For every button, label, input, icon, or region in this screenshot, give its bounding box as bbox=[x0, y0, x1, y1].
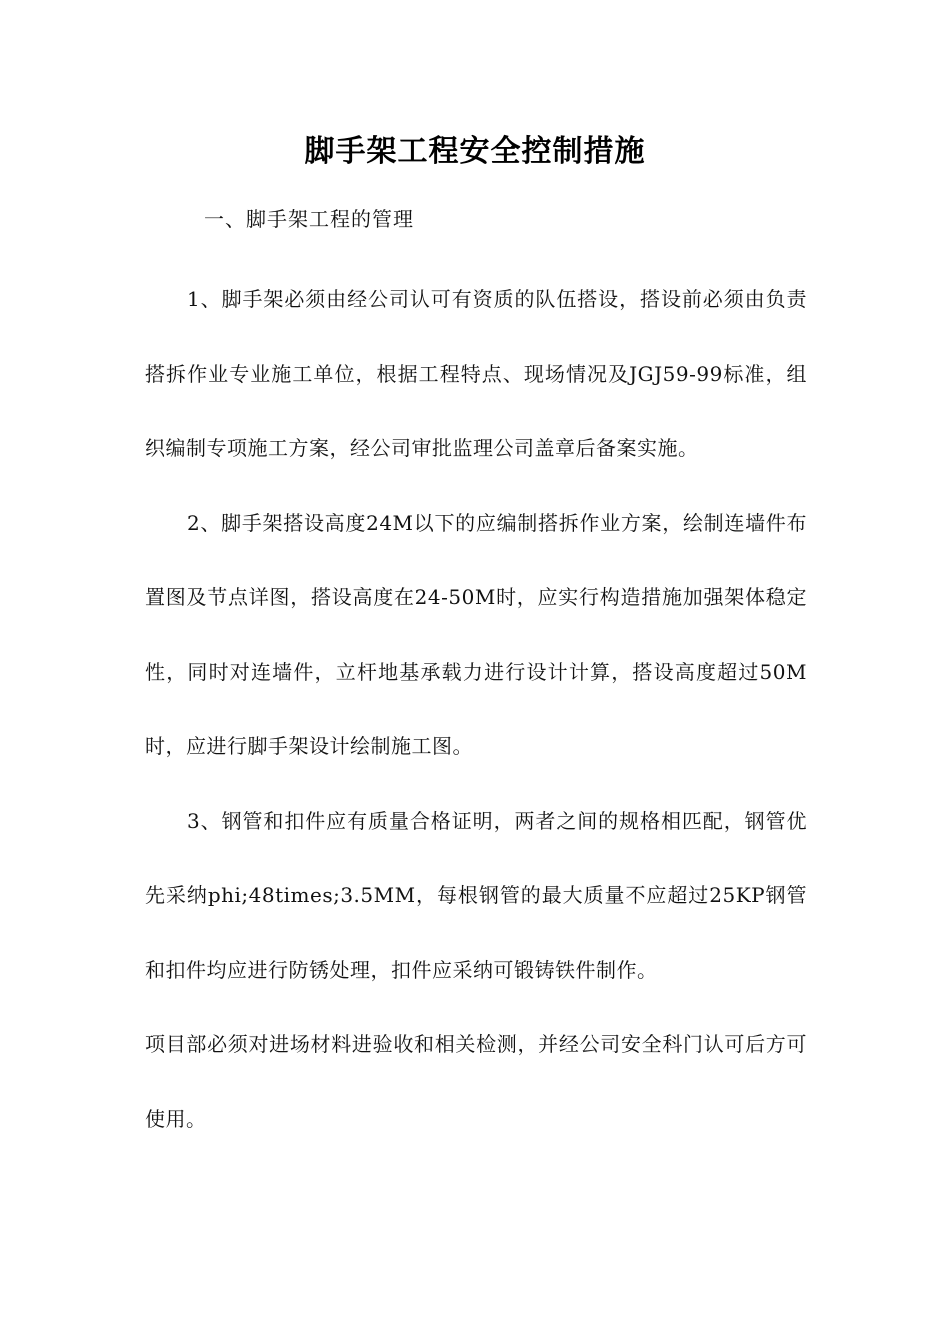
section-heading: 一、脚手架工程的管理 bbox=[204, 207, 414, 231]
paragraph-3: 3、钢管和扣件应有质量合格证明，两者之间的规格相匹配，钢管优先采纳phi;48times;3.5MM，每根钢管的最大质量不应超过25KP钢管和扣件均应进行防锈处理，扣件应采纳可锻铸铁件制作。 bbox=[145, 808, 807, 982]
paragraph-2: 2、脚手架搭设高度24M以下的应编制搭拆作业方案，绘制连墙件布置图及节点详图，搭设高度在24-50M时，应实行构造措施加强架体稳定性，同时对连墙件，立杆地基承载力进行设计计算，搭设高度超过50M时，应进行脚手架设计绘制施工图。 bbox=[145, 510, 807, 758]
document-body bbox=[145, 262, 807, 1156]
paragraph-4: 项目部必须对进场材料进验收和相关检测，并经公司安全科门认可后方可使用。 bbox=[145, 1032, 807, 1131]
document-title: 脚手架工程安全控制措施 bbox=[304, 134, 646, 169]
paragraph-1: 1、脚手架必须由经公司认可有资质的队伍搭设，搭设前必须由负责搭拆作业专业施工单位，根据工程特点、现场情况及JGJ59-99标准，组织编制专项施工方案，经公司审批监理公司盖章后备案实施。 bbox=[145, 287, 807, 460]
